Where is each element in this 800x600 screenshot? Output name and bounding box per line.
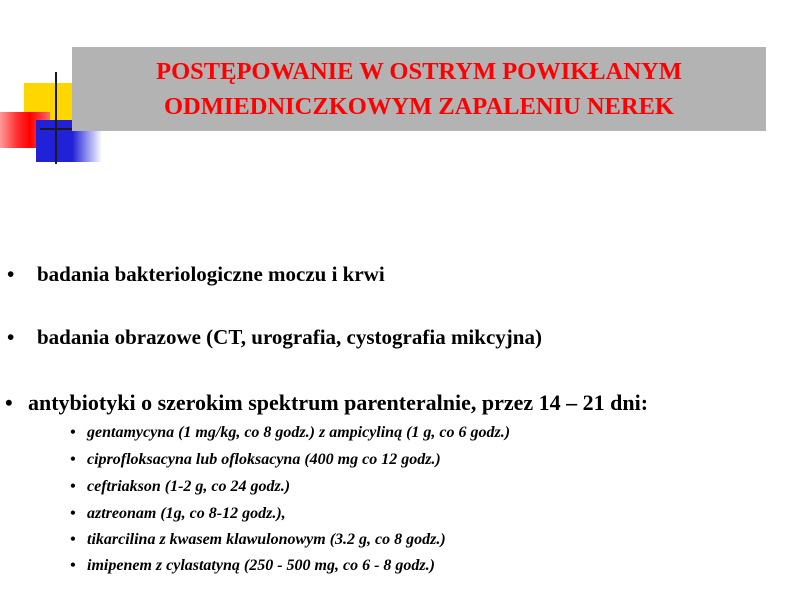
sub-bullet-text: aztreonam (1g, co 8-12 godz.),	[87, 505, 286, 522]
sub-bullet-text: gentamycyna (1 mg/kg, co 8 godz.) z ampicyliną (1 g, co 6 godz.)	[87, 424, 511, 441]
sub-bullet-marker: •	[70, 424, 76, 441]
sub-bullet-text: tikarcilina z kwasem klawulonowym (3.2 g, co 8 godz.)	[87, 531, 446, 548]
sub-bullet-marker: •	[70, 451, 76, 468]
slide-title	[72, 47, 766, 131]
bullet-text: badania bakteriologiczne moczu i krwi	[37, 262, 385, 286]
sub-bullet-text: ciprofloksacyna lub ofloksacyna (400 mg co 12 godz.)	[87, 451, 441, 468]
bullet-marker: •	[7, 262, 15, 286]
sub-bullet-marker: •	[70, 557, 76, 574]
sub-bullet-marker: •	[70, 531, 76, 548]
bullet-text: antybiotyki o szerokim spektrum parenteralnie, przez 14 – 21 dni:	[28, 390, 649, 415]
logo-vertical-line	[55, 72, 57, 164]
bullet-text: badania obrazowe (CT, urografia, cystografia mikcyjna)	[37, 325, 542, 349]
slide-title-line-1: POSTĘPOWANIE W OSTRYM POWIKŁANYM	[156, 58, 682, 85]
bullet-marker: •	[7, 325, 15, 349]
sub-bullet-marker: •	[70, 478, 76, 495]
bullet-marker: •	[5, 390, 13, 415]
slide-title-line-2: ODMIEDNICZKOWYM ZAPALENIU NEREK	[164, 93, 674, 120]
sub-bullet-marker: •	[70, 505, 76, 522]
sub-bullet-text: imipenem z cylastatyną (250 - 500 mg, co 6 - 8 godz.)	[87, 557, 435, 574]
sub-bullet-text: ceftriakson (1-2 g, co 24 godz.)	[87, 478, 291, 495]
